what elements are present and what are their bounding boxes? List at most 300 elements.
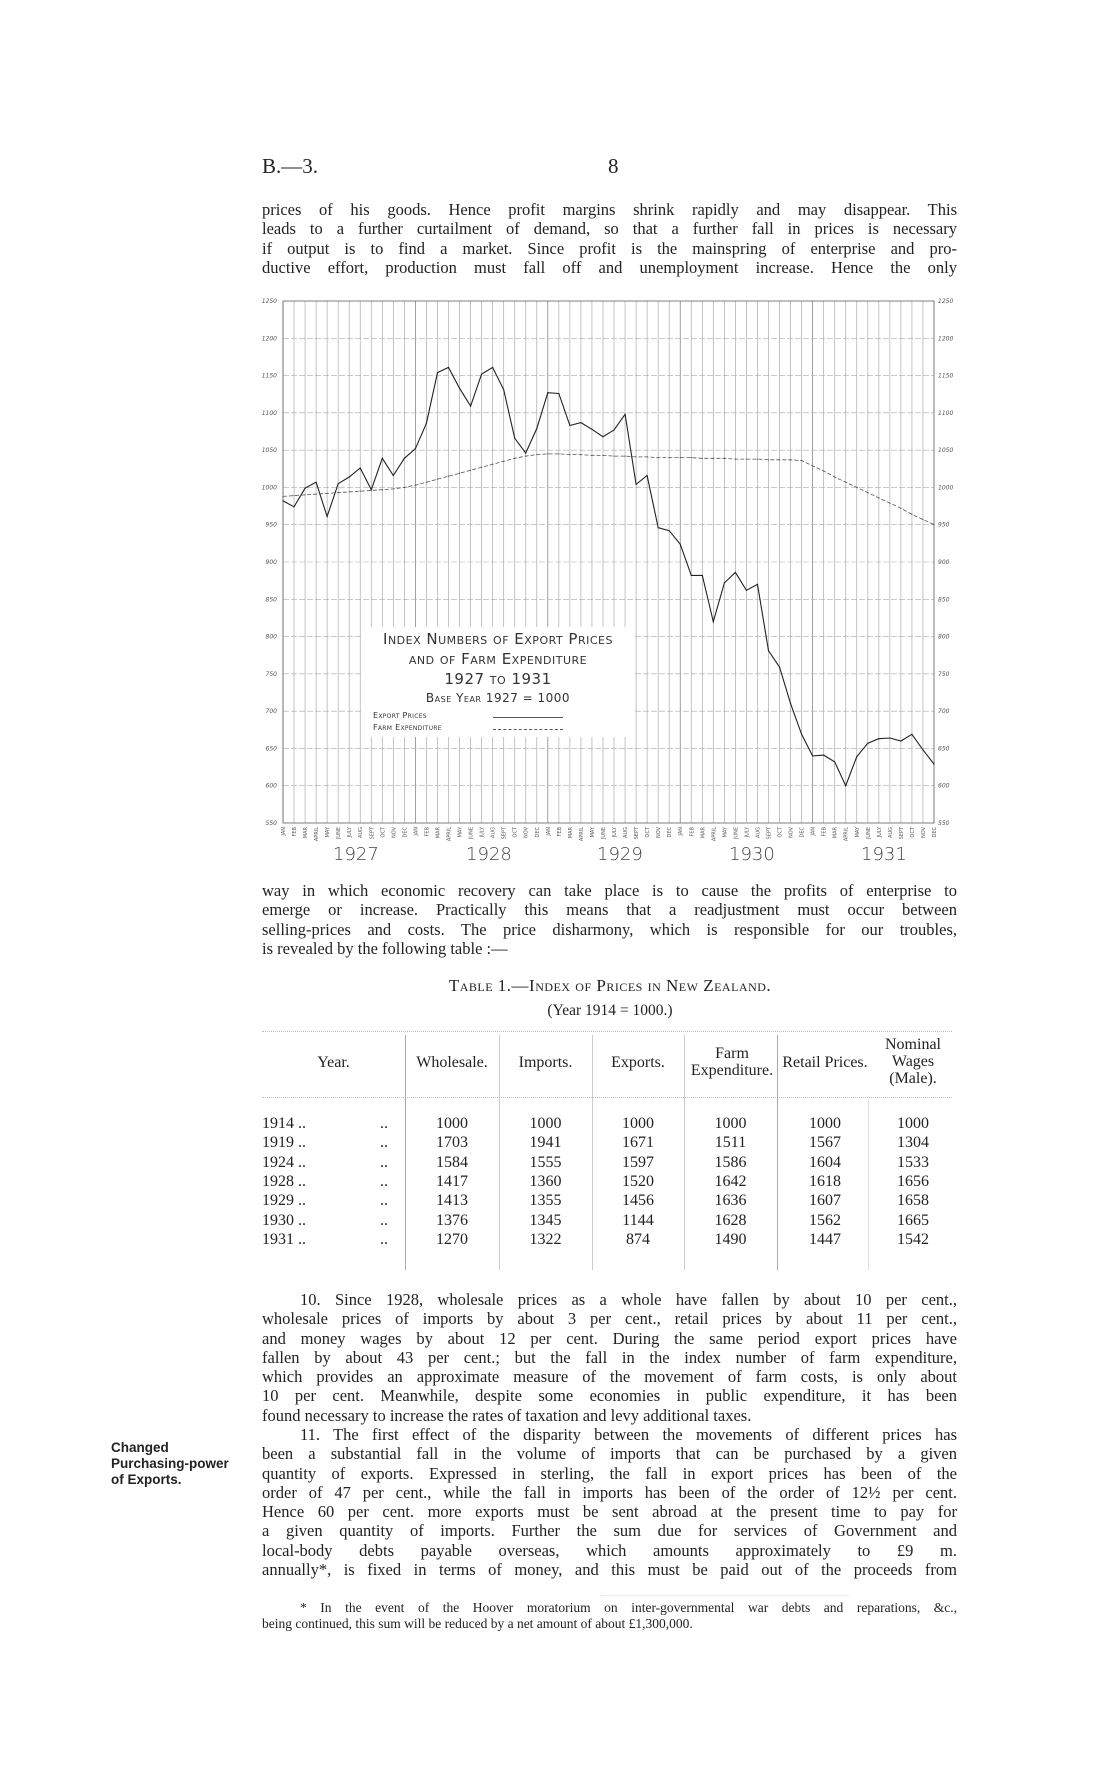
x-month-label: MAY — [854, 827, 861, 838]
export-prices-point — [547, 392, 548, 393]
farm-expenditure-point — [536, 454, 537, 455]
x-month-label: AUG — [755, 827, 762, 838]
x-year-label: 1930 — [729, 844, 775, 865]
export-prices-point — [922, 749, 923, 750]
farm-expenditure-point — [845, 482, 846, 483]
table-cell: 1360 — [529, 1172, 562, 1190]
x-month-label: AUG — [623, 827, 630, 838]
farm-expenditure-point — [360, 491, 361, 492]
y-tick-label-left: 800 — [265, 633, 277, 641]
x-month-label: MAR — [832, 827, 839, 839]
y-tick-label-right: 750 — [938, 670, 950, 678]
x-month-label: JUNE — [733, 827, 740, 840]
table-cell: 1586 — [714, 1153, 747, 1171]
x-month-label: MAR — [700, 827, 707, 839]
x-month-label: NOV — [920, 827, 927, 839]
y-tick-label-right: 850 — [938, 596, 950, 604]
export-prices-point — [514, 438, 515, 439]
export-prices-point — [404, 458, 405, 459]
export-prices-point — [801, 734, 802, 735]
farm-expenditure-point — [282, 496, 283, 497]
chart-title: Index Numbers of Export Prices — [383, 630, 613, 648]
farm-expenditure-point — [746, 458, 747, 459]
x-month-label: FEB — [292, 827, 299, 837]
y-tick-label-right: 1000 — [938, 484, 954, 492]
table-cell-year: 1914 .. — [262, 1115, 306, 1132]
farm-expenditure-point — [724, 458, 725, 459]
farm-expenditure-point — [624, 456, 625, 457]
table-cell: 1584 — [436, 1153, 468, 1171]
legend-solid-line — [493, 717, 563, 718]
text-line: way in which economic recovery can take place is to cause the profits of enterprise to — [262, 881, 957, 900]
y-tick-label-right: 550 — [938, 820, 950, 827]
table-cell: 1665 — [897, 1211, 929, 1229]
x-month-label: APRIL — [711, 827, 718, 842]
x-month-label: JAN — [545, 827, 552, 836]
export-prices-point — [823, 755, 824, 756]
x-month-label: NOV — [788, 827, 795, 839]
export-prices-point — [779, 667, 780, 668]
farm-expenditure-point — [801, 460, 802, 461]
table-cell: 1376 — [436, 1211, 468, 1229]
export-prices-point — [812, 755, 813, 756]
export-prices-point — [558, 393, 559, 394]
farm-expenditure-point — [856, 487, 857, 488]
export-prices-point — [470, 406, 471, 407]
export-prices-point — [713, 621, 714, 622]
text-line: 10 per cent. Meanwhile, despite some economies in public expenditure, it has been — [262, 1386, 957, 1406]
export-prices-point — [691, 575, 692, 576]
table-cell: 1542 — [897, 1230, 929, 1248]
y-tick-label-right: 950 — [938, 521, 950, 529]
x-month-label: FEB — [556, 827, 563, 837]
y-tick-label-left: 950 — [265, 521, 277, 529]
margin-note — [111, 1440, 229, 1488]
text-line: emerge or increase. Practically this means that a readjustment must occur between — [262, 900, 957, 920]
farm-expenditure-point — [580, 454, 581, 455]
x-month-label: MAR — [303, 827, 310, 839]
farm-expenditure-point — [635, 456, 636, 457]
export-prices-point — [293, 506, 294, 507]
y-tick-label-right: 1250 — [938, 298, 954, 305]
y-tick-label-right: 650 — [938, 745, 950, 753]
y-tick-label-left: 850 — [265, 596, 277, 604]
export-prices-point — [591, 429, 592, 430]
table-cell-leader: .. — [380, 1172, 388, 1190]
farm-expenditure-point — [757, 458, 758, 459]
table-cell: 1490 — [714, 1230, 747, 1248]
farm-expenditure-point — [459, 473, 460, 474]
y-tick-label-right: 1150 — [938, 372, 954, 380]
export-prices-point — [933, 763, 934, 764]
export-prices-point — [669, 530, 670, 531]
x-month-label: MAY — [457, 827, 464, 838]
y-tick-label-right: 1050 — [938, 447, 954, 455]
x-month-label: MAY — [589, 827, 596, 838]
export-prices-point — [647, 475, 648, 476]
text-line: 10. Since 1928, wholesale prices as a whole have fallen by about 10 per cent., — [300, 1290, 957, 1309]
table-cell: 1597 — [622, 1153, 654, 1171]
farm-expenditure-point — [658, 457, 659, 458]
table-cell-leader: .. — [380, 1192, 388, 1210]
table-header-rule — [262, 1097, 952, 1098]
export-prices-point — [702, 575, 703, 576]
farm-expenditure-point — [922, 519, 923, 520]
export-prices-point — [304, 488, 305, 489]
header-imports: Imports. — [518, 1054, 573, 1071]
farm-expenditure-point — [823, 470, 824, 471]
chart-title-box — [363, 627, 633, 737]
x-month-label: JUNE — [468, 827, 475, 840]
x-month-label: SEPT — [369, 827, 376, 840]
y-tick-label-left: 1000 — [261, 484, 277, 492]
text-line: Hence 60 per cent. more exports must be sent abroad at the present time to pay for — [262, 1502, 957, 1522]
chart-base-year: Base Year 1927 = 1000 — [425, 691, 571, 705]
x-month-label: AUG — [358, 827, 365, 838]
text-line: been a substantial fall in the volume of imports that can be purchased by a given — [262, 1444, 957, 1464]
farm-expenditure-point — [647, 456, 648, 457]
farm-expenditure-point — [878, 497, 879, 498]
y-tick-label-left: 750 — [265, 670, 277, 678]
farm-expenditure-point — [691, 457, 692, 458]
x-year-label: 1931 — [861, 844, 907, 865]
text-line: annually*, is fixed in terms of money, and this must be paid out of the proceeds from — [262, 1560, 957, 1580]
table-cell-leader: .. — [380, 1115, 388, 1132]
y-tick-label-right: 1200 — [938, 335, 954, 343]
farm-expenditure-point — [525, 456, 526, 457]
table-cell: 1345 — [529, 1211, 562, 1229]
table-cell-year: 1929 .. — [262, 1192, 306, 1210]
farm-expenditure-point — [327, 493, 328, 494]
farm-expenditure-point — [371, 490, 372, 491]
x-month-label: SEPT — [766, 827, 773, 840]
paragraph-recovery — [262, 881, 957, 958]
y-tick-label-right: 700 — [938, 708, 950, 716]
x-month-label: JAN — [678, 827, 685, 836]
farm-expenditure-point — [790, 459, 791, 460]
table-cell: 1447 — [809, 1230, 841, 1248]
x-month-label: OCT — [380, 827, 387, 838]
table-cell: 874 — [626, 1230, 650, 1248]
x-month-label: MAR — [567, 827, 574, 839]
farm-expenditure-point — [591, 455, 592, 456]
export-prices-point — [448, 367, 449, 368]
chart-subtitle: and of Farm Expenditure — [408, 650, 588, 668]
footnote-rule — [600, 1595, 850, 1596]
x-month-label: JULY — [347, 827, 354, 838]
export-prices-point — [415, 448, 416, 449]
text-line: selling-prices and costs. The price disharmony, which is responsible for our troubles, — [262, 919, 957, 939]
x-month-label: SEPT — [898, 827, 905, 840]
table-cell: 1618 — [809, 1172, 841, 1190]
table-top-rule — [262, 1031, 952, 1032]
x-month-label: JULY — [876, 827, 883, 838]
table-cell: 1270 — [436, 1230, 468, 1248]
farm-expenditure-point — [304, 494, 305, 495]
y-tick-label-left: 1050 — [261, 447, 277, 455]
table-cell-year: 1924 .. — [262, 1153, 306, 1171]
export-prices-point — [426, 423, 427, 424]
table-cell: 1000 — [809, 1115, 841, 1132]
table-cell: 1562 — [809, 1211, 841, 1229]
table-cell-leader: .. — [380, 1134, 388, 1152]
header-wholesale: Wholesale. — [416, 1054, 488, 1071]
farm-expenditure-point — [470, 470, 471, 471]
x-month-label: JULY — [612, 827, 619, 838]
export-prices-point — [503, 389, 504, 390]
table-cell: 1555 — [529, 1153, 562, 1171]
farm-expenditure-point — [768, 459, 769, 460]
header-year: Year. — [317, 1054, 350, 1071]
farm-expenditure-point — [812, 465, 813, 466]
margin-note-line: Purchasing-power — [111, 1456, 229, 1471]
export-prices-point — [437, 372, 438, 373]
text-line: and money wages by about 12 per cent. During the same period export prices have — [262, 1328, 957, 1348]
table-cell: 1628 — [714, 1211, 747, 1229]
export-prices-point — [900, 740, 901, 741]
table-cell: 1355 — [529, 1192, 562, 1210]
x-month-label: JULY — [744, 827, 751, 838]
table-cell: 1703 — [436, 1134, 468, 1152]
y-tick-label-right: 1100 — [938, 409, 954, 417]
export-prices-chart — [240, 290, 970, 850]
export-prices-point — [911, 734, 912, 735]
table-cell: 1000 — [714, 1115, 747, 1132]
farm-expenditure-point — [602, 455, 603, 456]
table-cell: 1000 — [897, 1115, 929, 1132]
legend-farm-expenditure: Farm Expenditure — [373, 723, 442, 732]
x-month-label: FEB — [821, 827, 828, 837]
farm-expenditure-point — [293, 495, 294, 496]
export-prices-point — [889, 737, 890, 738]
paragraph-intro — [262, 200, 957, 277]
farm-expenditure-point — [503, 461, 504, 462]
table-cell-leader: .. — [380, 1230, 388, 1248]
y-tick-label-left: 1200 — [261, 335, 277, 343]
farm-expenditure-point — [713, 458, 714, 459]
farm-expenditure-point — [735, 458, 736, 459]
table-cell: 1604 — [809, 1153, 841, 1171]
table-cell: 1000 — [622, 1115, 654, 1132]
footnote-line: * In the event of the Hoover moratorium on inter-governmental war debts and reparations, &c., — [300, 1600, 957, 1615]
margin-note-line: Changed — [111, 1440, 169, 1455]
x-month-label: JULY — [479, 827, 486, 838]
table-cell: 1413 — [436, 1192, 468, 1210]
x-month-label: APRIL — [314, 827, 321, 842]
farm-expenditure-point — [481, 467, 482, 468]
text-line: found necessary to increase the rates of taxation and levy additional taxes. — [262, 1405, 752, 1425]
farm-expenditure-point — [613, 456, 614, 457]
x-month-label: DEC — [932, 827, 938, 838]
table-cell: 1417 — [436, 1172, 468, 1190]
export-prices-point — [492, 367, 493, 368]
export-prices-point — [525, 453, 526, 454]
header-farm-expenditure: Farm Expenditure. — [690, 1045, 774, 1079]
export-prices-point — [338, 483, 339, 484]
text-line: which provides an approximate measure of the movement of farm costs, is only about — [262, 1367, 957, 1387]
x-month-label: DEC — [667, 827, 674, 838]
y-tick-label-left: 700 — [265, 708, 277, 716]
y-tick-label-left: 1150 — [261, 372, 277, 380]
y-tick-label-right: 900 — [938, 559, 950, 566]
table-cell-year: 1928 .. — [262, 1172, 306, 1190]
text-line: order of 47 per cent., while the fall in imports has been of the order of 12½ per cent. — [262, 1482, 957, 1502]
export-prices-point — [845, 785, 846, 786]
table-cell-leader: .. — [380, 1211, 388, 1229]
table-cell: 1456 — [622, 1192, 654, 1210]
export-prices-point — [580, 422, 581, 423]
table-subtitle: (Year 1914 = 1000.) — [547, 1002, 673, 1019]
footnote-line: being continued, this sum will be reduced by a net amount of about £1,300,000. — [262, 1616, 693, 1631]
y-tick-label-left: 900 — [265, 559, 277, 566]
table-cell: 1144 — [622, 1211, 654, 1229]
farm-expenditure-point — [569, 454, 570, 455]
export-prices-point — [481, 373, 482, 374]
x-month-label: APRIL — [843, 827, 850, 842]
x-month-label: FEB — [689, 827, 696, 837]
table-title: Table 1.—Index of Prices in New Zealand. — [448, 976, 772, 995]
x-year-label: 1928 — [466, 844, 512, 865]
export-prices-point — [856, 756, 857, 757]
export-prices-point — [735, 572, 736, 573]
farm-expenditure-point — [437, 479, 438, 480]
margin-note-line: of Exports. — [111, 1472, 182, 1487]
farm-expenditure-point — [426, 482, 427, 483]
farm-expenditure-point — [316, 494, 317, 495]
x-month-label: DEC — [402, 827, 409, 838]
text-line: a given quantity of imports. Further the sum due for services of Government and — [262, 1521, 957, 1541]
text-line: leads to a further curtailment of demand, so that a further fall in prices is necessary — [262, 219, 957, 239]
farm-expenditure-point — [547, 453, 548, 454]
farm-expenditure-point — [933, 524, 934, 525]
x-month-label: NOV — [656, 827, 663, 839]
x-month-label: FEB — [424, 827, 431, 837]
export-prices-point — [624, 414, 625, 415]
farm-expenditure-point — [415, 485, 416, 486]
x-month-label: MAR — [435, 827, 442, 839]
table-cell: 1671 — [622, 1134, 654, 1152]
table-cell: 1533 — [897, 1153, 929, 1171]
x-month-label: OCT — [645, 827, 652, 838]
x-month-label: OCT — [909, 827, 916, 838]
export-prices-point — [316, 482, 317, 483]
footnote — [262, 1600, 957, 1632]
farm-expenditure-point — [404, 487, 405, 488]
x-month-label: JAN — [281, 827, 287, 836]
text-line: if output is to find a market. Since profit is the mainspring of enterprise and pro- — [262, 238, 957, 258]
legend-dashed-line — [493, 729, 563, 730]
x-month-label: SEPT — [501, 827, 508, 840]
export-prices-point — [757, 584, 758, 585]
paragraph-10 — [262, 1290, 957, 1425]
farm-expenditure-point — [514, 458, 515, 459]
text-line: prices of his goods. Hence profit margins shrink rapidly and may disappear. This — [262, 200, 957, 219]
export-prices-point — [349, 476, 350, 477]
farm-expenditure-point — [680, 457, 681, 458]
farm-expenditure-point — [492, 464, 493, 465]
table-cell-year: 1931 .. — [262, 1230, 306, 1248]
text-line: local-body debts payable overseas, which amounts approximately to £9 m. — [262, 1540, 957, 1560]
export-prices-point — [613, 429, 614, 430]
y-tick-label-left: 550 — [265, 820, 277, 827]
legend-export-prices: Export Prices — [373, 711, 427, 720]
chart-period: 1927 to 1931 — [444, 670, 552, 688]
farm-expenditure-point — [867, 492, 868, 493]
text-line: 11. The first effect of the disparity between the movements of different prices has — [300, 1425, 957, 1444]
export-prices-point — [536, 428, 537, 429]
header-retail-prices: Retail Prices. — [782, 1054, 868, 1071]
x-month-label: AUG — [490, 827, 497, 838]
farm-expenditure-point — [834, 476, 835, 477]
header-exports: Exports. — [611, 1054, 665, 1071]
export-prices-point — [834, 761, 835, 762]
farm-expenditure-point — [448, 476, 449, 477]
x-year-label: 1929 — [597, 844, 643, 865]
y-tick-label-left: 1100 — [261, 409, 277, 417]
farm-expenditure-point — [889, 502, 890, 503]
x-month-label: JUNE — [336, 827, 343, 840]
table-cell-leader: .. — [380, 1153, 388, 1171]
export-prices-point — [282, 500, 283, 501]
x-month-label: JUNE — [600, 827, 607, 840]
page-number: 8 — [608, 154, 619, 178]
y-tick-label-left: 600 — [265, 782, 277, 790]
farm-expenditure-point — [702, 458, 703, 459]
export-prices-point — [327, 516, 328, 517]
x-month-label: SEPT — [634, 827, 641, 840]
text-line: is revealed by the following table :— — [262, 938, 508, 958]
farm-expenditure-point — [558, 453, 559, 454]
farm-expenditure-point — [349, 491, 350, 492]
table-cell-year: 1930 .. — [262, 1211, 306, 1229]
export-prices-point — [867, 743, 868, 744]
x-month-label: DEC — [534, 827, 541, 838]
y-tick-label-left: 650 — [265, 745, 277, 753]
table-cell: 1941 — [529, 1134, 562, 1152]
export-prices-point — [768, 650, 769, 651]
y-tick-label-left: 1250 — [261, 298, 277, 305]
table-cell: 1636 — [714, 1192, 747, 1210]
x-month-label: OCT — [777, 827, 784, 838]
table-cell: 1304 — [897, 1134, 929, 1152]
farm-expenditure-point — [900, 508, 901, 509]
export-prices-point — [680, 544, 681, 545]
x-month-label: JAN — [810, 827, 817, 836]
table-cell: 1000 — [529, 1115, 562, 1132]
export-prices-point — [878, 738, 879, 739]
x-month-label: JUNE — [865, 827, 872, 840]
farm-expenditure-point — [911, 514, 912, 515]
farm-expenditure-point — [338, 492, 339, 493]
table-cell: 1511 — [714, 1134, 747, 1152]
export-prices-point — [635, 484, 636, 485]
x-month-label: MAY — [325, 827, 332, 838]
text-line: quantity of exports. Expressed in sterling, the fall in export prices has been of the — [262, 1463, 957, 1483]
document-code: B.—3. — [262, 154, 319, 178]
export-prices-point — [569, 425, 570, 426]
export-prices-point — [382, 458, 383, 459]
x-month-label: OCT — [512, 827, 519, 838]
table-cell: 1656 — [897, 1172, 929, 1190]
x-year-label: 1927 — [333, 844, 379, 865]
text-line: ductive effort, production must fall off and unemployment increase. Hence the only — [262, 257, 957, 277]
x-month-label: JAN — [413, 827, 420, 836]
table-cell-year: 1919 .. — [262, 1134, 306, 1152]
y-tick-label-right: 600 — [938, 782, 950, 790]
export-prices-point — [658, 527, 659, 528]
farm-expenditure-point — [779, 459, 780, 460]
x-month-label: APRIL — [446, 827, 453, 842]
